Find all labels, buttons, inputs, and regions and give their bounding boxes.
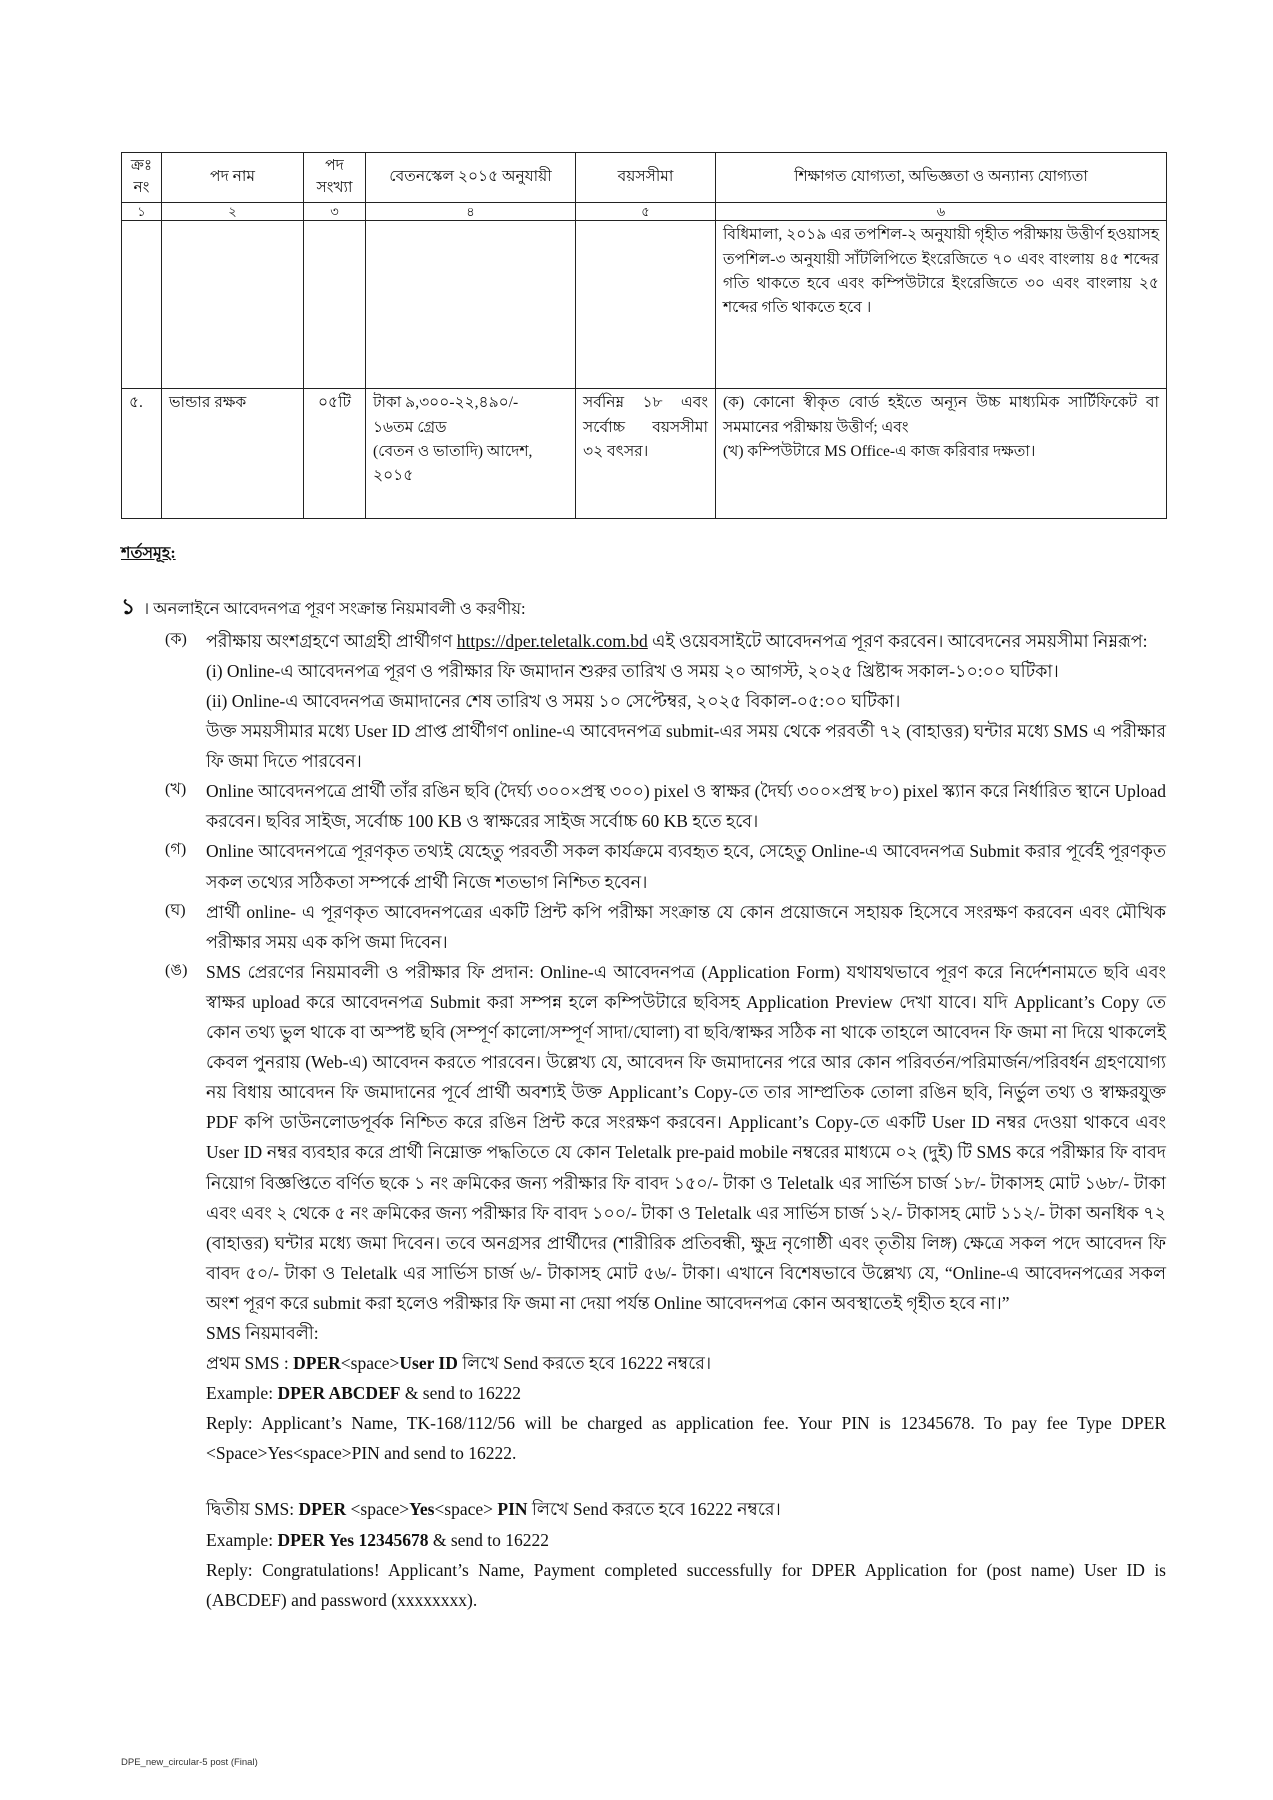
header-age-limit: বয়সসীমা (576, 153, 716, 203)
clause-label: (ক) (165, 630, 187, 648)
cell-age-limit: সর্বনিম্ন ১৮ এবং সর্বোচ্চ বয়সসীমা ৩২ বৎসর। (576, 389, 716, 519)
qualification-b: (খ) কম্পিউটারে MS Office-এ কাজ করিবার দক্ষতা। (723, 442, 1036, 460)
clause-label: (ঙ) (165, 961, 188, 979)
example-command: DPER ABCDEF (277, 1383, 401, 1404)
sms-command: DPER (293, 1353, 341, 1374)
pay-range: টাকা ৯,৩০০-২২,৪৯০/- (373, 394, 519, 412)
cell-post-name (162, 221, 304, 389)
sms-user-id: User ID (399, 1353, 458, 1374)
clause-ka (165, 626, 1166, 656)
sms-first (206, 1348, 1166, 1378)
example-command: DPER Yes 12345678 (277, 1529, 429, 1550)
spacer (121, 1468, 1166, 1494)
sms-label: প্রথম SMS : (206, 1353, 294, 1374)
section-title: । অনলাইনে আবেদনপত্র পূরণ সংক্রান্ত নিয়মাবলী ও করণীয়: (143, 599, 526, 618)
section-heading (121, 588, 1166, 626)
cell-post-count: ০৫টি (304, 389, 366, 519)
website-link[interactable]: https://dper.teletalk.com.bd (456, 630, 648, 651)
sms-command: DPER (298, 1499, 347, 1520)
terms-heading: শর্তসমূহ: (121, 545, 176, 562)
clause-uma (165, 957, 1166, 1318)
schedule-start: (i) Online-এ আবেদনপত্র পূরণ ও পরীক্ষার ফি জমাদান শুরুর তারিখ ও সময় ২০ আগস্ট, ২০২৫ খ্রিষ্টাব্দ সকাল-১০:০০ ঘটিকা। (206, 660, 1059, 681)
clause-text: Online আবেদনপত্রে প্রার্থী তাঁর রঙিন ছবি (দৈর্ঘ্য ৩০০×প্রস্থ ৩০০) pixel ও স্বাক্ষর (দৈর্ঘ্য ৩০০×প্রস্থ ৮০) pixel স্ক্যান করে নির্ধারিত স্থানে Upload করবেন। ছবির সাইজ, সর্বোচ্চ 100 KB ও স্বাক্ষরের সাইজ সর্বোচ্চ 60 KB হতে হবে। (206, 781, 1166, 832)
clause-label: (খ) (165, 781, 187, 799)
document-footer: DPE_new_circular-5 post (Final) (121, 1757, 258, 1768)
clause-label: (ঘ) (165, 901, 186, 919)
header-serial: ক্রঃ নং (122, 153, 162, 203)
cell-pay-scale (366, 221, 576, 389)
sms-instruction: লিখে Send করতে হবে 16222 নম্বরে। (527, 1499, 781, 1520)
header-pay-scale: বেতনস্কেল ২০১৫ অনুযায়ী (366, 153, 576, 203)
example-suffix: & send to 16222 (400, 1383, 521, 1404)
sms-rules-title: SMS নিয়মাবলী: (206, 1322, 319, 1343)
column-number: ৬ (716, 202, 1167, 221)
header-qualification: শিক্ষাগত যোগ্যতা, অভিজ্ঞতা ও অন্যান্য যোগ্যতা (716, 153, 1167, 203)
fee-deadline-note: উক্ত সময়সীমার মধ্যে User ID প্রাপ্ত প্রার্থীগণ online-এ আবেদনপত্র submit-এর সময় থেকে পরবর্তী ৭২ (বাহাত্তর) ঘন্টার মধ্যে SMS এ পরীক্ষার ফি জমা দিতে পারবেন। (206, 721, 1166, 772)
column-number: ৫ (576, 202, 716, 221)
sms-second-reply: Reply: Congratulations! Applicant’s Name, Payment completed successfully for DPER Application for (post name) User ID is (ABCDEF) and password (xxxxxxxx). (206, 1559, 1166, 1610)
clause-ga (165, 836, 1166, 896)
clause-label: (গ) (165, 841, 187, 859)
sms-first-example (206, 1378, 1166, 1408)
column-number: ৩ (304, 202, 366, 221)
column-number-row (122, 202, 1167, 221)
sms-pin: PIN (497, 1499, 528, 1520)
sms-second-example (206, 1525, 1166, 1555)
sms-space: <space> (340, 1353, 400, 1374)
clause-text: প্রার্থী online- এ পূরণকৃত আবেদনপত্রের একটি প্রিন্ট কপি পরীক্ষা সংক্রান্ত যে কোন প্রয়োজনে সহায়ক হিসেবে সংরক্ষণ করবেন এবং মৌখিক পরীক্ষার সময় এক কপি জমা দিবেন। (206, 901, 1166, 952)
sms-yes: Yes (409, 1499, 435, 1520)
cell-pay-scale (366, 389, 576, 519)
cell-post-count (304, 221, 366, 389)
column-number: ২ (162, 202, 304, 221)
clause-text: পরীক্ষায় অংশগ্রহণে আগ্রহী প্রার্থীগণ (206, 630, 453, 651)
posts-table (121, 152, 1167, 519)
sms-label: দ্বিতীয় SMS: (206, 1499, 299, 1520)
table-row (122, 221, 1167, 389)
column-number: ১ (122, 202, 162, 221)
cell-post-name: ভান্ডার রক্ষক (162, 389, 304, 519)
table-header-row (122, 153, 1167, 203)
column-number: ৪ (366, 202, 576, 221)
sms-space: <space> (346, 1499, 410, 1520)
pay-grade: ১৬তম গ্রেড (373, 418, 447, 436)
header-post-name: পদ নাম (162, 153, 304, 203)
clause-text: এই ওয়েবসাইটে আবেদনপত্র পূরণ করবেন। আবেদনের সময়সীমা নিম্নরূপ: (652, 630, 1148, 651)
example-label: Example: (206, 1383, 278, 1404)
example-suffix: & send to 16222 (428, 1529, 550, 1550)
header-post-count: পদ সংখ্যা (304, 153, 366, 203)
cell-serial: ৫. (122, 389, 162, 519)
terms-section (121, 588, 1166, 1615)
schedule-end: (ii) Online-এ আবেদনপত্র জমাদানের শেষ তারিখ ও সময় ১০ সেপ্টেম্বর, ২০২৫ বিকাল-০৫:০০ ঘটিকা। (206, 691, 901, 712)
cell-qualification: বিধিমালা, ২০১৯ এর তপশিল-২ অনুযায়ী গৃহীত পরীক্ষায় উত্তীর্ণ হওয়াসহ তপশিল-৩ অনুযায়ী সাঁটলিপিতে ইংরেজিতে ৭০ এবং বাংলায় ৪৫ শব্দের গতি থাকতে হবে এবং কম্পিউটারে ইংরেজিতে ৩০ এবং বাংলায় ২৫ শব্দের গতি থাকতে হবে । (716, 221, 1167, 389)
sms-first-reply: Reply: Applicant’s Name, TK-168/112/56 will be charged as application fee. Your PIN is 12345678. To pay fee Type DPER <Space>Yes<space>PIN and send to 16222. (206, 1413, 1166, 1464)
pay-order: (বেতন ও ভাতাদি) আদেশ, ২০১৫ (373, 442, 533, 484)
section-number: ১ (121, 594, 136, 619)
sms-instruction: লিখে Send করতে হবে 16222 নম্বরে। (457, 1353, 712, 1374)
sms-second (206, 1494, 1166, 1524)
clause-text: Online আবেদনপত্রে পূরণকৃত তথ্যই যেহেতু পরবর্তী সকল কার্যক্রমে ব্যবহৃত হবে, সেহেতু Online-এ আবেদনপত্র Submit করার পূর্বেই পূরণকৃত সকল তথ্যের সঠিকতা সম্পর্কে প্রার্থী নিজে শতভাগ নিশ্চিত হবেন। (206, 841, 1166, 892)
cell-qualification (716, 389, 1167, 519)
qualification-a: (ক) কোনো স্বীকৃত বোর্ড হইতে অন্যূন উচ্চ মাধ্যমিক সার্টিফিকেট বা সমমানের পরীক্ষায় উত্তীর্ণ; এবং (723, 394, 1159, 436)
example-label: Example: (206, 1529, 278, 1550)
clause-gha (165, 897, 1166, 957)
cell-serial (122, 221, 162, 389)
table-row (122, 389, 1167, 519)
clause-kha (165, 776, 1166, 836)
cell-age-limit (576, 221, 716, 389)
clause-text: SMS প্রেরণের নিয়মাবলী ও পরীক্ষার ফি প্রদান: Online-এ আবেদনপত্র (Application Form) যথাযথভাবে পূরণ করে নির্দেশনামতে ছবি এবং স্বাক্ষর upload করে আবেদনপত্র Submit করা সম্পন্ন হলে কম্পিউটারে ছবিসহ Application Preview দেখা যাবে। যদি Applicant’s Copy তে কোন তথ্য ভুল থাকে বা অস্পষ্ট ছবি (সম্পূর্ণ কালো/সম্পূর্ণ সাদা/ঘোলা) বা ছবি/স্বাক্ষর সঠিক না থাকে তাহলে আবেদন ফি জমা না দিয়ে থাকলেই কেবল পুনরায় (Web-এ) আবেদন করতে পারবেন। উল্লেখ্য যে, আবেদন ফি জমাদানের পরে আর কোন পরিবর্তন/পরিমার্জন/পরিবর্ধন গ্রহণযোগ্য নয় বিধায় আবেদন ফি জমাদানের পূর্বে প্রার্থী অবশ্যই উক্ত Applicant’s Copy-তে তার সাম্প্রতিক তোলা রঙিন ছবি, নির্ভুল তথ্য ও স্বাক্ষরযুক্ত PDF কপি ডাউনলোডপূর্বক নিশ্চিত করে রঙিন প্রিন্ট করে সংরক্ষণ করবেন। Applicant’s Copy-তে একটি User ID নম্বর দেওয়া থাকবে এবং User ID নম্বর ব্যবহার করে প্রার্থী নিম্নোক্ত পদ্ধতিতে যে কোন Teletalk pre-paid mobile নম্বরের মাধ্যমে ০২ (দুই) টি SMS করে পরীক্ষার ফি বাবদ নিয়োগ বিজ্ঞপ্তিতে বর্ণিত ছকে ১ নং ক্রমিকের জন্য পরীক্ষার ফি বাবদ ১৫০/- টাকা ও Teletalk এর সার্ভিস চার্জ ১৮/- টাকাসহ মোট ১৬৮/- টাকা এবং এবং ২ থেকে ৫ নং ক্রমিকের জন্য পরীক্ষার ফি বাবদ ১০০/- টাকা ও Teletalk এর সার্ভিস চার্জ ১২/- টাকাসহ মোট ১১২/- টাকা অনধিক ৭২ (বাহাত্তর) ঘন্টার মধ্যে জমা দিবেন। তবে অনগ্রসর প্রার্থীদের (শারীরিক প্রতিবন্ধী, ক্ষুদ্র নৃগোষ্ঠী এবং তৃতীয় লিঙ্গ) ক্ষেত্রে সকল পদে আবেদন ফি বাবদ ৫০/- টাকা ও Teletalk এর সার্ভিস চার্জ ৬/- টাকাসহ মোট ৫৬/- টাকা। এখানে বিশেষভাবে উল্লেখ্য যে, “Online-এ আবেদনপত্রের সকল অংশ পূরণ করে submit করা হলেও পরীক্ষার ফি জমা না দেয়া পর্যন্ত Online আবেদনপত্র কোন অবস্থাতেই গৃহীত হবে না।” (206, 961, 1166, 1313)
sms-space: <space> (434, 1499, 498, 1520)
